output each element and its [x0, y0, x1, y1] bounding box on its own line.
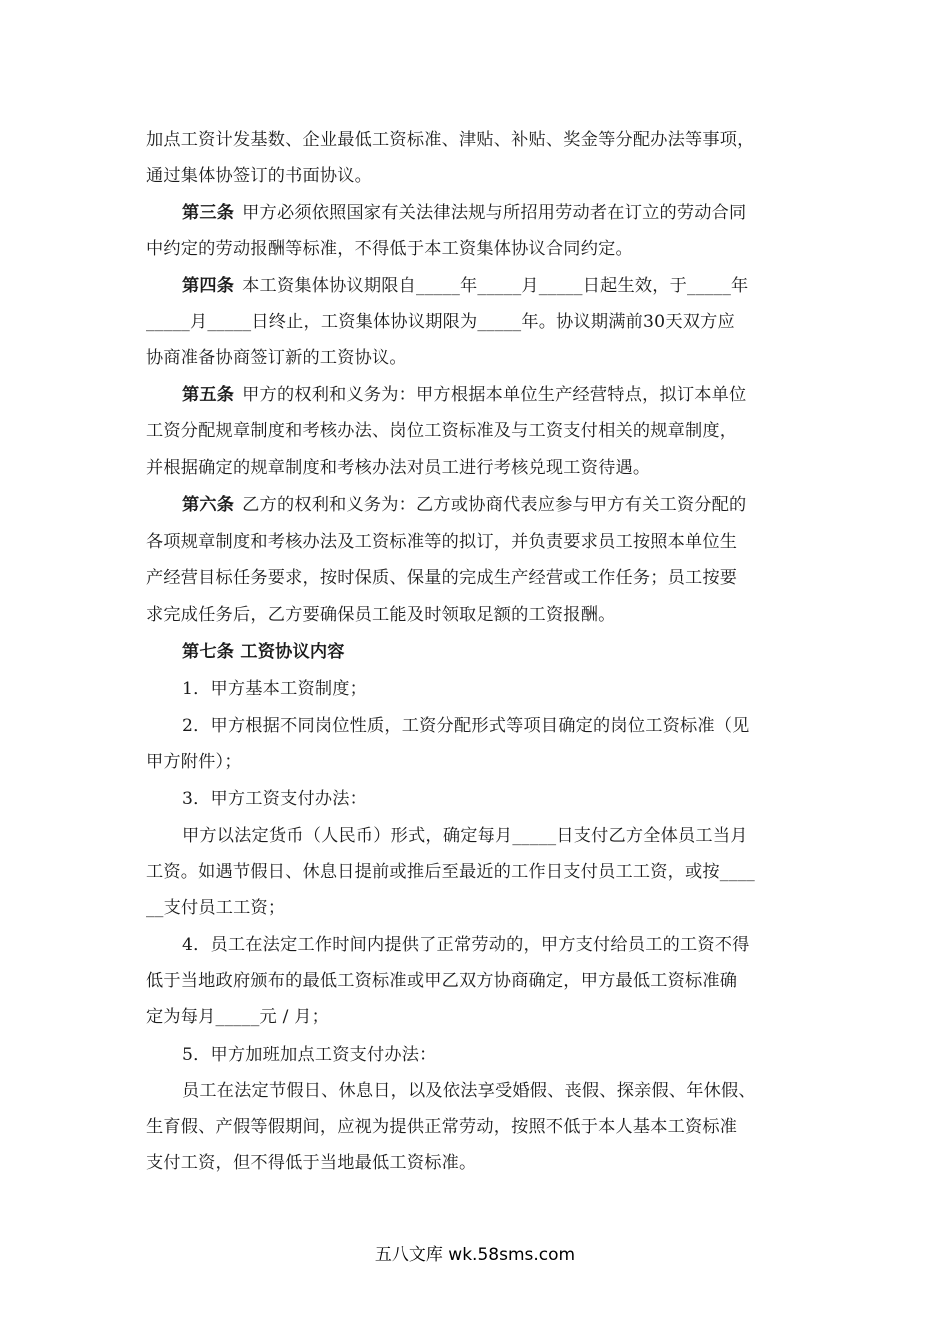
- paragraph-line: 甲方附件）；: [146, 752, 242, 772]
- paragraph-line: 协商准备协商签订新的工资协议。: [146, 348, 407, 368]
- paragraph-line: 求完成任务后，乙方要确保员工能及时领取足额的工资报酬。: [146, 605, 616, 625]
- paragraph-line: 工资分配规章制度和考核办法、岗位工资标准及与工资支付相关的规章制度，: [146, 421, 738, 441]
- paragraph-text: 本工资集体协议期限自_____年_____月_____日起生效，于_____年: [242, 276, 749, 296]
- paragraph-line: 生育假、产假等假期间，应视为提供正常劳动，按照不低于本人基本工资标准: [146, 1117, 738, 1137]
- paragraph-line: 支付工资，但不得低于当地最低工资标准。: [146, 1153, 477, 1173]
- paragraph-line: __支付员工工资；: [146, 898, 286, 918]
- list-item: 1．甲方基本工资制度；: [182, 679, 368, 699]
- list-item: 2．甲方根据不同岗位性质，工资分配形式等项目确定的岗位工资标准（见: [182, 716, 750, 736]
- paragraph-line: 产经营目标任务要求，按时保质、保量的完成生产经营或工作任务；员工按要: [146, 568, 738, 588]
- paragraph-text: 甲方的权利和义务为：甲方根据本单位生产经营特点，拟订本单位: [242, 385, 747, 405]
- article-seven-heading: 第七条 工资协议内容: [182, 642, 345, 662]
- paragraph-line: 通过集体协签订的书面协议。: [146, 166, 373, 186]
- footer-watermark-text: 五八文库 wk.58sms.com: [374, 1245, 576, 1265]
- paragraph-line: _____月_____日终止，工资集体协议期限为_____年。协议期满前30天双方应: [146, 312, 735, 332]
- article-six-label: 第六条: [182, 495, 235, 515]
- paragraph-line: 定为每月_____元 / 月；: [146, 1007, 329, 1027]
- article-five-line: [182, 377, 746, 414]
- paragraph-line: 低于当地政府颁布的最低工资标准或甲乙双方协商确定，甲方最低工资标准确: [146, 971, 738, 991]
- paragraph-line: 并根据确定的规章制度和考核办法对员工进行考核兑现工资待遇。: [146, 458, 651, 478]
- list-item: 5．甲方加班加点工资支付办法：: [182, 1045, 437, 1065]
- article-three-line: [182, 195, 746, 232]
- paragraph-line: 中约定的劳动报酬等标准，不得低于本工资集体协议合同约定。: [146, 239, 633, 259]
- article-four-line: [182, 268, 748, 305]
- paragraph-text: 乙方的权利和义务为：乙方或协商代表应参与甲方有关工资分配的: [242, 495, 747, 515]
- paragraph-line: 加点工资计发基数、企业最低工资标准、津贴、补贴、奖金等分配办法等事项，: [146, 130, 755, 150]
- paragraph-line: 工资。如遇节假日、休息日提前或推后至最近的工作日支付员工工资，或按____: [146, 862, 755, 882]
- article-five-label: 第五条: [182, 385, 235, 405]
- paragraph-line: 员工在法定节假日、休息日，以及依法享受婚假、丧假、探亲假、年休假、: [182, 1081, 756, 1101]
- paragraph-line: 甲方以法定货币（人民币）形式，确定每月_____日支付乙方全体员工当月: [182, 826, 748, 846]
- article-three-label: 第三条: [182, 203, 235, 223]
- article-four-label: 第四条: [182, 276, 235, 296]
- paragraph-text: 甲方必须依照国家有关法律法规与所招用劳动者在订立的劳动合同: [242, 203, 747, 223]
- list-item: 3．甲方工资支付办法：: [182, 789, 368, 809]
- paragraph-line: 各项规章制度和考核办法及工资标准等的拟订，并负责要求员工按照本单位生: [146, 532, 738, 552]
- article-six-line: [182, 487, 746, 524]
- list-item: 4．员工在法定工作时间内提供了正常劳动的，甲方支付给员工的工资不得: [182, 935, 750, 955]
